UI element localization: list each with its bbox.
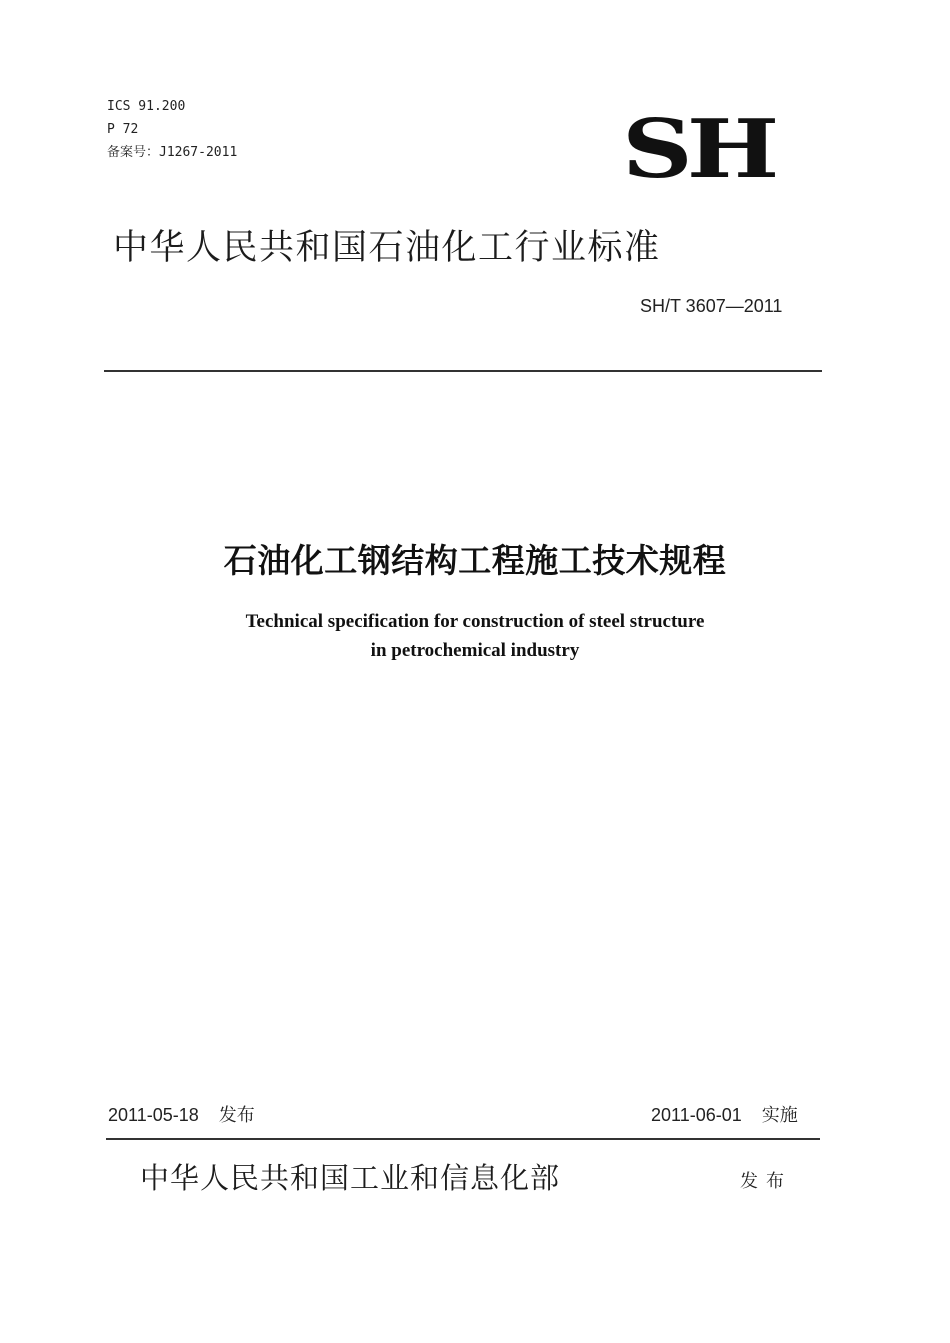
ccs-code: P 72 [107,122,139,137]
industry-standard-title: 中华人民共和国石油化工行业标准 [113,228,661,268]
effective-date: 2011-06-01 [651,1105,742,1125]
issue-date-line [108,1101,255,1127]
effective-label: 实施 [761,1105,798,1126]
header-meta [107,95,237,164]
document-title-en [0,607,950,665]
sh-logo: SH [622,102,774,197]
publisher-name: 中华人民共和国工业和信息化部 [140,1161,561,1195]
top-divider [104,370,822,372]
standard-number: SH/T 3607—2011 [640,296,783,316]
document-title-cn: 石油化工钢结构工程施工技术规程 [223,541,727,580]
title-en-line-2: in petrochemical industry [370,640,580,661]
effective-date-line [651,1101,798,1127]
issue-label: 发布 [218,1105,255,1126]
bottom-divider [106,1138,820,1140]
title-en-line-1: Technical specification for construction of steel structure [245,611,705,632]
publisher-label: 发布 [740,1171,792,1192]
record-number: 备案号：J1267-2011 [107,145,238,160]
ics-code: ICS 91.200 [107,99,186,114]
issue-date: 2011-05-18 [108,1105,199,1125]
